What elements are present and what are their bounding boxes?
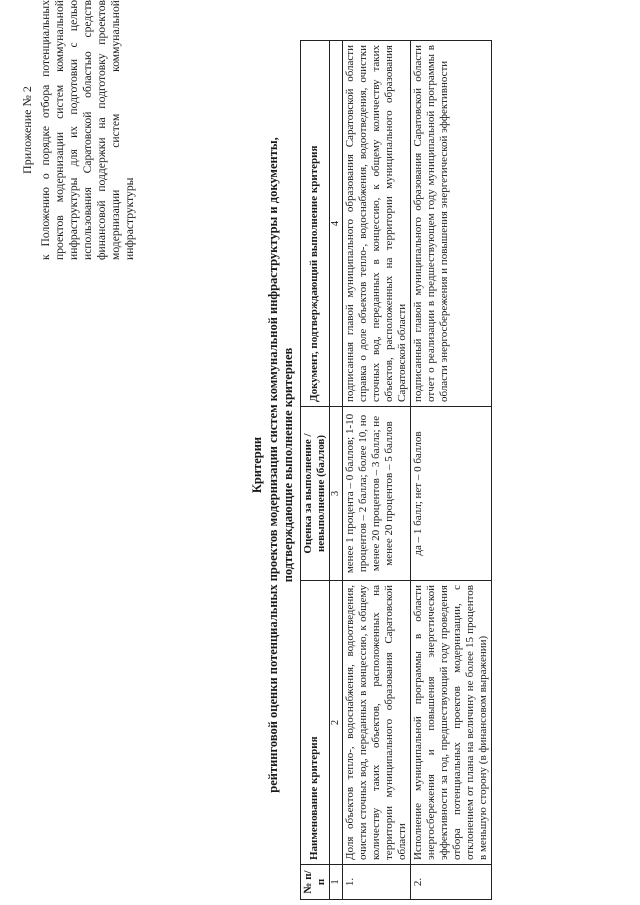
appendix-header bbox=[20, 0, 138, 260]
col-number: 4 bbox=[329, 41, 342, 407]
table-header-row bbox=[301, 41, 330, 900]
title-line-1: Критерии bbox=[250, 436, 264, 494]
row-num: 2. bbox=[411, 865, 492, 900]
column-number-row bbox=[329, 41, 342, 900]
header-doc: Документ, подтверждающий выполнение критерия bbox=[301, 41, 330, 407]
col-number: 3 bbox=[329, 407, 342, 581]
col-number: 2 bbox=[329, 581, 342, 865]
table-row bbox=[343, 41, 411, 900]
title-line-3: подтверждающие выполнение критериев bbox=[281, 347, 296, 583]
criteria-table bbox=[300, 40, 492, 900]
col-number: 1 bbox=[329, 865, 342, 900]
document-title bbox=[250, 55, 297, 875]
row-document: подписанная главой муниципального образования Саратовской области справка о доле объектов тепло-, водоснабжения, водоотведения, очистки сточных вод, переданных в концессию, к общему количеству таких объектов, расположенных на территории муниципального образования Саратовской области bbox=[343, 41, 411, 407]
row-score: да – 1 балл; нет – 0 баллов bbox=[411, 407, 492, 581]
appendix-number: Приложение № 2 bbox=[20, 86, 34, 174]
row-criterion: Доля объектов тепло-, водоснабжения, водоотведения, очистки сточных вод, переданных в концессию, к общему количеству таких объектов, расположенных на территории муниципального образования Саратовской области bbox=[343, 581, 411, 865]
header-name: Наименование критерия bbox=[301, 581, 330, 865]
header-num: № п/п bbox=[301, 865, 330, 900]
header-score: Оценка за выполнение / невыполнение (баллов) bbox=[301, 407, 330, 581]
row-score: менее 1 процента – 0 баллов; 1-10 процентов – 2 балла; более 10, но менее 20 процентов – 3 балла; не менее 20 процентов – 5 баллов bbox=[343, 407, 411, 581]
row-document: подписанный главой муниципального образования Саратовской области отчет о реализации в предшествующем году муниципальной программы в области энергосбережения и повышения энергетической эффективности bbox=[411, 41, 492, 407]
row-criterion: Исполнение муниципальной программы в области энергосбережения и повышения энергетической эффективности за год, предшествующий году проведения отбора потенциальных проектов модернизации, с отклонением от плана на величину не более 15 процентов в меньшую сторону (в финансовом выражении) bbox=[411, 581, 492, 865]
row-num: 1. bbox=[343, 865, 411, 900]
title-line-2: рейтинговой оценки потенциальных проектов модернизации систем коммунальной инфраструктуры и документы, bbox=[265, 137, 280, 793]
table-row bbox=[411, 41, 492, 900]
appendix-text: к Положению о порядке отбора потенциальных проектов модернизации систем коммунальной инфраструктуры для их подготовки с целью использования Саратовской областью средств финансовой поддержки на подготовку проектов модернизации систем коммунальной инфраструктуры bbox=[38, 0, 137, 260]
